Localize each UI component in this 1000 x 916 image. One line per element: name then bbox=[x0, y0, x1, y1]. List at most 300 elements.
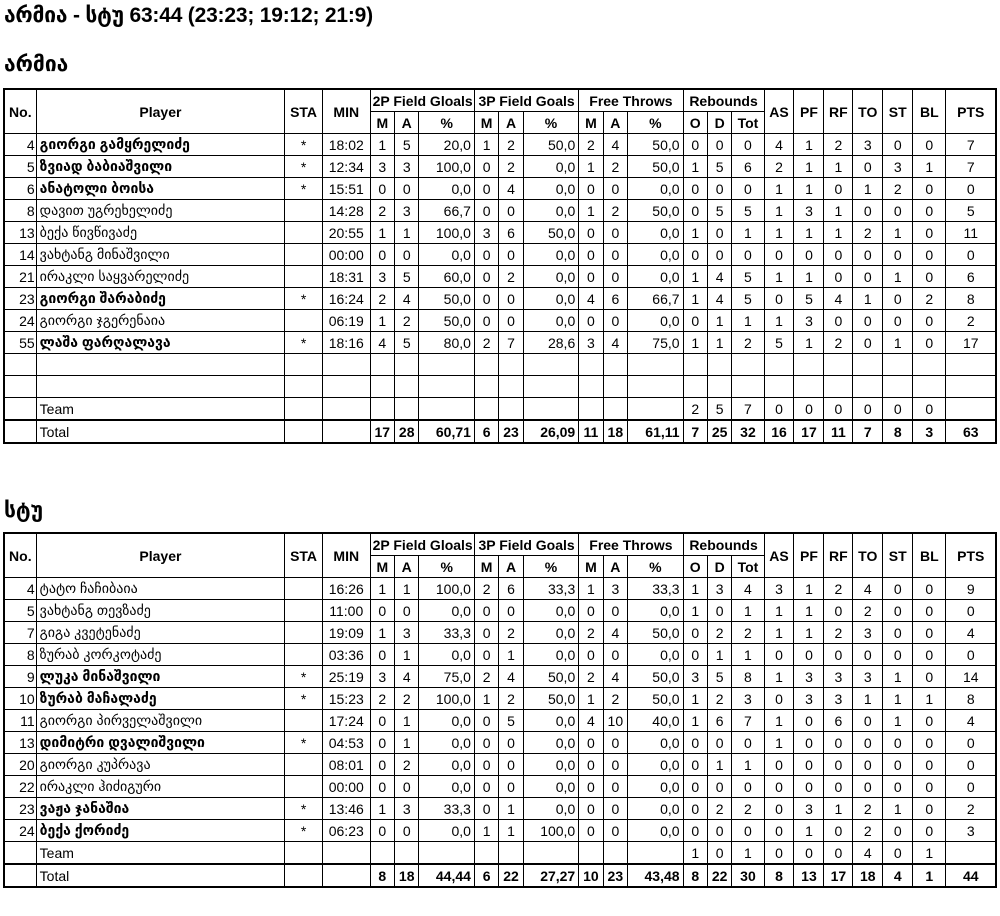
team-row-empty bbox=[322, 398, 370, 421]
team-row-empty bbox=[579, 842, 603, 865]
box-score-table-away bbox=[3, 532, 997, 888]
stat-fg2m: 0 bbox=[370, 710, 394, 732]
stat-fg3m: 0 bbox=[474, 156, 498, 178]
total-rf: 11 bbox=[824, 420, 853, 443]
empty-cell bbox=[824, 376, 853, 398]
header-3p-field-goals: 3P Field Goals bbox=[474, 89, 578, 112]
stat-ftm: 0 bbox=[579, 244, 603, 266]
stat-to: 0 bbox=[853, 710, 883, 732]
stat-o: 1 bbox=[683, 222, 707, 244]
stat-fg2m: 0 bbox=[370, 754, 394, 776]
empty-cell bbox=[285, 376, 323, 398]
team-row bbox=[4, 842, 996, 865]
team-row-rf: 0 bbox=[824, 842, 853, 865]
stat-fg3p: 28,6 bbox=[523, 332, 579, 354]
stat-fg2p: 0,0 bbox=[419, 820, 475, 842]
stat-as: 1 bbox=[764, 178, 794, 200]
stat-fg2a: 4 bbox=[395, 288, 419, 310]
stat-as: 2 bbox=[764, 156, 794, 178]
total-bl: 3 bbox=[913, 420, 946, 443]
stat-tot: 0 bbox=[732, 244, 764, 266]
stat-ftp: 0,0 bbox=[628, 310, 684, 332]
player-minutes: 25:19 bbox=[322, 666, 370, 688]
stat-bl: 1 bbox=[913, 688, 946, 710]
stat-fta: 0 bbox=[603, 178, 627, 200]
empty-cell bbox=[732, 354, 764, 376]
empty-cell bbox=[370, 354, 394, 376]
stat-fg3m: 0 bbox=[474, 200, 498, 222]
stat-as: 5 bbox=[764, 332, 794, 354]
total-fg2a: 18 bbox=[395, 864, 419, 887]
stat-d: 0 bbox=[707, 244, 731, 266]
stat-pts: 0 bbox=[946, 776, 996, 798]
stat-ftm: 0 bbox=[579, 178, 603, 200]
stat-fg3p: 50,0 bbox=[523, 134, 579, 156]
player-starter-mark bbox=[285, 578, 323, 600]
player-number: 22 bbox=[4, 776, 36, 798]
stat-fta: 4 bbox=[603, 134, 627, 156]
stat-to: 1 bbox=[853, 288, 883, 310]
stat-fg2p: 75,0 bbox=[419, 666, 475, 688]
header-3p-field-goals: 3P Field Goals bbox=[474, 533, 578, 556]
subheader-ft-m: M bbox=[579, 556, 603, 578]
player-row bbox=[4, 732, 996, 754]
stat-st: 0 bbox=[883, 622, 913, 644]
empty-cell bbox=[707, 354, 731, 376]
stat-to: 3 bbox=[853, 622, 883, 644]
stat-as: 1 bbox=[764, 710, 794, 732]
stat-bl: 0 bbox=[913, 622, 946, 644]
stat-bl: 0 bbox=[913, 600, 946, 622]
stat-fg2p: 100,0 bbox=[419, 156, 475, 178]
stat-ftp: 50,0 bbox=[628, 134, 684, 156]
total-fta: 23 bbox=[603, 864, 627, 887]
team-row-rf: 0 bbox=[824, 398, 853, 421]
subheader-reb-tot: Tot bbox=[732, 112, 764, 134]
stat-fg2m: 1 bbox=[370, 222, 394, 244]
header-pf: PF bbox=[794, 89, 824, 134]
stat-d: 5 bbox=[707, 666, 731, 688]
stat-o: 0 bbox=[683, 754, 707, 776]
stat-as: 0 bbox=[764, 776, 794, 798]
stat-rf: 1 bbox=[824, 798, 853, 820]
stat-bl: 0 bbox=[913, 332, 946, 354]
stat-fg3p: 0,0 bbox=[523, 200, 579, 222]
player-row bbox=[4, 578, 996, 600]
stat-pts: 8 bbox=[946, 688, 996, 710]
stat-ftm: 4 bbox=[579, 710, 603, 732]
header-player: Player bbox=[36, 89, 285, 134]
player-name: ანატოლი ბოისა bbox=[36, 178, 285, 200]
stat-o: 0 bbox=[683, 310, 707, 332]
header-as: AS bbox=[764, 533, 794, 578]
stat-fg2a: 3 bbox=[395, 156, 419, 178]
stat-rf: 2 bbox=[824, 578, 853, 600]
stat-ftm: 1 bbox=[579, 688, 603, 710]
player-row bbox=[4, 288, 996, 310]
stat-fg3p: 0,0 bbox=[523, 600, 579, 622]
stat-as: 1 bbox=[764, 622, 794, 644]
stat-bl: 0 bbox=[913, 134, 946, 156]
stat-fg2m: 1 bbox=[370, 622, 394, 644]
stat-fg2p: 0,0 bbox=[419, 710, 475, 732]
stat-pts: 7 bbox=[946, 156, 996, 178]
player-starter-mark: * bbox=[285, 666, 323, 688]
subheader-reb-tot: Tot bbox=[732, 556, 764, 578]
total-pts: 63 bbox=[946, 420, 996, 443]
stat-st: 0 bbox=[883, 310, 913, 332]
player-number: 13 bbox=[4, 222, 36, 244]
empty-cell bbox=[913, 354, 946, 376]
empty-cell bbox=[474, 376, 498, 398]
stat-pf: 3 bbox=[794, 310, 824, 332]
total-ftp: 43,48 bbox=[628, 864, 684, 887]
stat-st: 0 bbox=[883, 244, 913, 266]
header-free-throws: Free Throws bbox=[579, 533, 683, 556]
stat-fta: 0 bbox=[603, 222, 627, 244]
player-name: ბექა ქორიძე bbox=[36, 820, 285, 842]
stat-o: 0 bbox=[683, 178, 707, 200]
stat-fg3p: 0,0 bbox=[523, 622, 579, 644]
player-row bbox=[4, 820, 996, 842]
stat-pf: 1 bbox=[794, 222, 824, 244]
stat-tot: 0 bbox=[732, 134, 764, 156]
stat-ftp: 66,7 bbox=[628, 288, 684, 310]
stat-fg3p: 0,0 bbox=[523, 178, 579, 200]
stat-fg2p: 50,0 bbox=[419, 310, 475, 332]
stat-fg2a: 5 bbox=[395, 332, 419, 354]
stat-rf: 3 bbox=[824, 666, 853, 688]
stat-fg2p: 0,0 bbox=[419, 644, 475, 666]
stat-pts: 7 bbox=[946, 134, 996, 156]
stat-fg2m: 1 bbox=[370, 798, 394, 820]
team-row-no bbox=[4, 842, 36, 865]
stat-as: 0 bbox=[764, 820, 794, 842]
stat-ftm: 1 bbox=[579, 578, 603, 600]
team-row-pts bbox=[946, 842, 996, 865]
player-minutes: 00:00 bbox=[322, 776, 370, 798]
team-row-empty bbox=[579, 398, 603, 421]
team-heading-away: სტუ bbox=[4, 499, 44, 522]
player-starter-mark bbox=[285, 244, 323, 266]
stat-fg3p: 100,0 bbox=[523, 820, 579, 842]
subheader-fg2-m: M bbox=[370, 112, 394, 134]
header-rf: RF bbox=[824, 533, 853, 578]
stat-fg2a: 0 bbox=[395, 776, 419, 798]
total-fta: 18 bbox=[603, 420, 627, 443]
empty-cell bbox=[603, 354, 627, 376]
stat-fg2m: 0 bbox=[370, 820, 394, 842]
team-row-pts bbox=[946, 398, 996, 421]
stat-tot: 2 bbox=[732, 798, 764, 820]
stat-d: 0 bbox=[707, 600, 731, 622]
team-row-empty bbox=[474, 398, 498, 421]
player-name: ირაკლი ჰიძიგური bbox=[36, 776, 285, 798]
stat-fg2a: 1 bbox=[395, 732, 419, 754]
stat-fg3a: 2 bbox=[499, 134, 523, 156]
stat-fg3p: 33,3 bbox=[523, 578, 579, 600]
stat-ftp: 50,0 bbox=[628, 156, 684, 178]
stat-fg2m: 3 bbox=[370, 266, 394, 288]
stat-fg3a: 0 bbox=[499, 776, 523, 798]
stat-ftm: 0 bbox=[579, 798, 603, 820]
stat-st: 0 bbox=[883, 776, 913, 798]
subheader-ft-a: A bbox=[603, 556, 627, 578]
total-as: 16 bbox=[764, 420, 794, 443]
player-name: ტატო ჩაჩიბაია bbox=[36, 578, 285, 600]
stat-o: 0 bbox=[683, 776, 707, 798]
player-row bbox=[4, 754, 996, 776]
stat-o: 0 bbox=[683, 134, 707, 156]
stat-ftp: 0,0 bbox=[628, 798, 684, 820]
game-title: არმია - სტუ 63:44 (23:23; 19:12; 21:9) bbox=[4, 4, 373, 27]
stat-pts: 17 bbox=[946, 332, 996, 354]
stat-rf: 0 bbox=[824, 776, 853, 798]
stat-o: 0 bbox=[683, 622, 707, 644]
stat-pf: 1 bbox=[794, 600, 824, 622]
total-d: 25 bbox=[707, 420, 731, 443]
stat-fg2a: 0 bbox=[395, 244, 419, 266]
stat-fta: 10 bbox=[603, 710, 627, 732]
stat-o: 0 bbox=[683, 732, 707, 754]
stat-ftm: 0 bbox=[579, 754, 603, 776]
stat-fta: 0 bbox=[603, 310, 627, 332]
stat-as: 1 bbox=[764, 732, 794, 754]
stat-rf: 0 bbox=[824, 644, 853, 666]
stat-rf: 0 bbox=[824, 600, 853, 622]
team-row-bl: 1 bbox=[913, 842, 946, 865]
stat-pts: 4 bbox=[946, 710, 996, 732]
stat-pf: 3 bbox=[794, 798, 824, 820]
stat-bl: 0 bbox=[913, 578, 946, 600]
stat-fg3m: 0 bbox=[474, 266, 498, 288]
stat-tot: 3 bbox=[732, 688, 764, 710]
stat-as: 4 bbox=[764, 134, 794, 156]
total-to: 18 bbox=[853, 864, 883, 887]
stat-fg2p: 0,0 bbox=[419, 776, 475, 798]
team-row-empty bbox=[285, 842, 323, 865]
empty-cell bbox=[824, 354, 853, 376]
total-ftm: 11 bbox=[579, 420, 603, 443]
team-row-bl: 0 bbox=[913, 398, 946, 421]
stat-pf: 1 bbox=[794, 622, 824, 644]
stat-tot: 5 bbox=[732, 200, 764, 222]
total-fg2m: 8 bbox=[370, 864, 394, 887]
team-row-empty bbox=[395, 398, 419, 421]
stat-st: 0 bbox=[883, 754, 913, 776]
stat-pf: 0 bbox=[794, 644, 824, 666]
stat-fg3m: 2 bbox=[474, 332, 498, 354]
stat-fg3a: 0 bbox=[499, 600, 523, 622]
stat-fg2p: 100,0 bbox=[419, 688, 475, 710]
stat-d: 0 bbox=[707, 776, 731, 798]
player-starter-mark: * bbox=[285, 332, 323, 354]
stat-ftp: 0,0 bbox=[628, 754, 684, 776]
stat-fg3a: 6 bbox=[499, 578, 523, 600]
stat-fta: 0 bbox=[603, 244, 627, 266]
stat-fg3m: 0 bbox=[474, 244, 498, 266]
stat-fg2a: 0 bbox=[395, 820, 419, 842]
subheader-reb-d: D bbox=[707, 556, 731, 578]
total-fg2p: 44,44 bbox=[419, 864, 475, 887]
stat-pts: 8 bbox=[946, 288, 996, 310]
team-row-empty bbox=[499, 398, 523, 421]
subheader-fg3-pct: % bbox=[523, 112, 579, 134]
stat-ftm: 0 bbox=[579, 600, 603, 622]
empty-cell bbox=[523, 376, 579, 398]
stat-fg3a: 0 bbox=[499, 754, 523, 776]
stat-fg3p: 50,0 bbox=[523, 222, 579, 244]
stat-fg2a: 5 bbox=[395, 266, 419, 288]
header-2p-field-goals: 2P Field Gloals bbox=[370, 533, 474, 556]
total-pf: 17 bbox=[794, 420, 824, 443]
player-name: ირაკლი საყვარელიძე bbox=[36, 266, 285, 288]
stat-bl: 0 bbox=[913, 178, 946, 200]
header-st: ST bbox=[883, 89, 913, 134]
stat-d: 0 bbox=[707, 732, 731, 754]
stat-d: 5 bbox=[707, 156, 731, 178]
stat-fg2m: 0 bbox=[370, 644, 394, 666]
player-number: 24 bbox=[4, 820, 36, 842]
empty-cell bbox=[4, 354, 36, 376]
player-minutes: 12:34 bbox=[322, 156, 370, 178]
stat-fg3m: 1 bbox=[474, 688, 498, 710]
empty-cell bbox=[946, 354, 996, 376]
header-rebounds: Rebounds bbox=[683, 89, 764, 112]
total-fg3m: 6 bbox=[474, 864, 498, 887]
player-starter-mark: * bbox=[285, 732, 323, 754]
total-row-no bbox=[4, 420, 36, 443]
empty-cell bbox=[683, 376, 707, 398]
player-row bbox=[4, 688, 996, 710]
stat-rf: 0 bbox=[824, 820, 853, 842]
stat-fg3p: 0,0 bbox=[523, 644, 579, 666]
player-starter-mark bbox=[285, 310, 323, 332]
team-row-empty bbox=[285, 398, 323, 421]
player-number: 55 bbox=[4, 332, 36, 354]
player-minutes: 15:23 bbox=[322, 688, 370, 710]
player-minutes: 06:23 bbox=[322, 820, 370, 842]
stat-fg3p: 0,0 bbox=[523, 732, 579, 754]
stat-to: 0 bbox=[853, 754, 883, 776]
stat-st: 1 bbox=[883, 332, 913, 354]
stat-to: 4 bbox=[853, 578, 883, 600]
player-name: ბექა წივწივაძე bbox=[36, 222, 285, 244]
empty-cell bbox=[883, 354, 913, 376]
stat-fta: 0 bbox=[603, 754, 627, 776]
header-sta: STA bbox=[285, 533, 323, 578]
total-st: 8 bbox=[883, 420, 913, 443]
team-row-o: 1 bbox=[683, 842, 707, 865]
stat-pts: 0 bbox=[946, 644, 996, 666]
player-minutes: 08:01 bbox=[322, 754, 370, 776]
stat-pts: 9 bbox=[946, 578, 996, 600]
stat-tot: 8 bbox=[732, 666, 764, 688]
stat-fg3p: 0,0 bbox=[523, 266, 579, 288]
box-score-table-home bbox=[3, 88, 997, 444]
total-row-sta bbox=[285, 864, 323, 887]
stat-fta: 2 bbox=[603, 200, 627, 222]
player-name: გიორგი გამყრელიძე bbox=[36, 134, 285, 156]
stat-rf: 2 bbox=[824, 134, 853, 156]
player-row bbox=[4, 156, 996, 178]
stat-to: 2 bbox=[853, 222, 883, 244]
empty-cell bbox=[370, 376, 394, 398]
stat-fg2p: 100,0 bbox=[419, 578, 475, 600]
stat-ftp: 0,0 bbox=[628, 266, 684, 288]
player-minutes: 13:46 bbox=[322, 798, 370, 820]
stat-fta: 2 bbox=[603, 688, 627, 710]
team-heading-home: არმია bbox=[4, 53, 69, 76]
team-row-empty bbox=[603, 398, 627, 421]
header-to: TO bbox=[853, 533, 883, 578]
stat-to: 2 bbox=[853, 820, 883, 842]
stat-fta: 3 bbox=[603, 578, 627, 600]
player-row bbox=[4, 266, 996, 288]
stat-fg3a: 5 bbox=[499, 710, 523, 732]
player-number: 4 bbox=[4, 134, 36, 156]
stat-pts: 0 bbox=[946, 178, 996, 200]
player-number: 10 bbox=[4, 688, 36, 710]
stat-to: 1 bbox=[853, 688, 883, 710]
player-minutes: 20:55 bbox=[322, 222, 370, 244]
total-row-sta bbox=[285, 420, 323, 443]
stat-tot: 1 bbox=[732, 600, 764, 622]
team-row-empty bbox=[419, 842, 475, 865]
stat-st: 0 bbox=[883, 820, 913, 842]
player-number: 24 bbox=[4, 310, 36, 332]
stat-pf: 3 bbox=[794, 666, 824, 688]
stat-bl: 0 bbox=[913, 710, 946, 732]
stat-fg3p: 0,0 bbox=[523, 288, 579, 310]
team-row-to: 0 bbox=[853, 398, 883, 421]
stat-tot: 6 bbox=[732, 156, 764, 178]
stat-to: 0 bbox=[853, 732, 883, 754]
player-number: 6 bbox=[4, 178, 36, 200]
player-starter-mark bbox=[285, 644, 323, 666]
empty-cell bbox=[579, 354, 603, 376]
stat-st: 2 bbox=[883, 178, 913, 200]
stat-as: 1 bbox=[764, 310, 794, 332]
stat-pts: 0 bbox=[946, 754, 996, 776]
stat-fg2m: 0 bbox=[370, 178, 394, 200]
player-starter-mark: * bbox=[285, 288, 323, 310]
empty-cell bbox=[36, 354, 285, 376]
stat-pts: 3 bbox=[946, 820, 996, 842]
player-name: გიორგი პირველაშვილი bbox=[36, 710, 285, 732]
stat-fg3p: 50,0 bbox=[523, 666, 579, 688]
total-bl: 1 bbox=[913, 864, 946, 887]
stat-fg2a: 3 bbox=[395, 200, 419, 222]
stat-fg2m: 2 bbox=[370, 288, 394, 310]
empty-cell bbox=[395, 376, 419, 398]
stat-pf: 3 bbox=[794, 200, 824, 222]
header-pts: PTS bbox=[946, 89, 996, 134]
player-number: 23 bbox=[4, 798, 36, 820]
stat-pf: 1 bbox=[794, 578, 824, 600]
stat-fg3m: 2 bbox=[474, 578, 498, 600]
stat-fg2p: 0,0 bbox=[419, 600, 475, 622]
stat-ftp: 40,0 bbox=[628, 710, 684, 732]
stat-fg3a: 1 bbox=[499, 798, 523, 820]
stat-fg3p: 0,0 bbox=[523, 156, 579, 178]
player-name: ლაშა ფარღალავა bbox=[36, 332, 285, 354]
subheader-fg2-a: A bbox=[395, 556, 419, 578]
stat-o: 0 bbox=[683, 798, 707, 820]
subheader-ft-pct: % bbox=[628, 556, 684, 578]
player-minutes: 04:53 bbox=[322, 732, 370, 754]
stat-fg2a: 1 bbox=[395, 644, 419, 666]
